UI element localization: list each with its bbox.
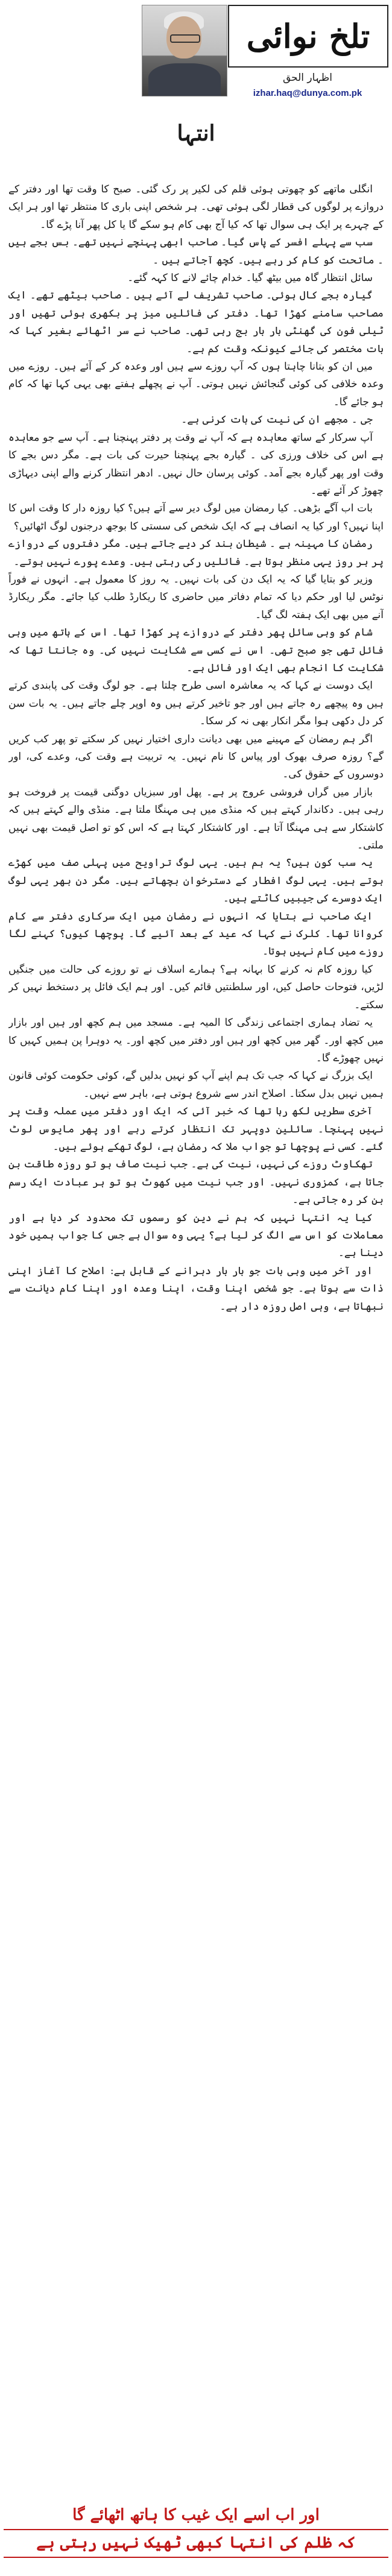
paragraph: سائل انتظار گاہ میں بیٹھ گیا۔ خدام چائے لانے کا کہہ گئے۔ — [127, 272, 373, 285]
paragraph: ایک دوست نے کہا کہ یہ معاشرہ اسی طرح چلتا ہے۔ جو لوگ وقت کی پابندی کرتے ہیں وہ پیچھے رہ جاتے ہیں اور جو تاخیر کرتے ہیں وہ اوپر چلے جاتے ہیں۔ یہ بات سن کر دل دکھی ہوا مگر انکار بھی نہ کر سکا۔ — [8, 680, 384, 728]
paragraph: سب سے پہلے افسر کے پاس گیا۔ صاحب ابھی پہنچے نہیں تھے۔ بس بجے ہیں ۔ ماتحت کو کام کر رہے ہیں۔ کچھ آجاتے ہیں ۔ — [8, 236, 384, 267]
paragraph: ایک صاحب نے بتایا کہ انہوں نے رمضان میں ایک سرکاری دفتر سے کام کروانا تھا۔ کلرک نے کہا کہ عید کے بعد آئیے گا۔ پوچھا کیوں؟ کہنے لگا روزے میں کام نہیں ہوتا۔ — [8, 910, 384, 958]
paragraph: یہ تضاد ہماری اجتماعی زندگی کا المیہ ہے۔ مسجد میں ہم کچھ اور ہیں اور بازار میں کچھ اور۔ گھر میں کچھ اور ہیں اور دفتر میں کچھ اور۔ یہ دوہرا پن ہمیں کہیں کا نہیں چھوڑے گا۔ — [8, 1017, 384, 1064]
paragraph: آخری سطریں لکھ رہا تھا کہ خبر آئی کہ ایک اور دفتر میں عملہ وقت پر نہیں پہنچا۔ سائلین دوپہر تک انتظار کرتے رہے اور پھر مایوس لوٹ گئے۔ کسی نے پوچھا تو جواب ملا کہ رمضان ہے، لوگ تھکے ہوئے ہیں۔ — [8, 1105, 384, 1153]
paragraph: بات اب آگے بڑھی۔ کیا رمضان میں لوگ دیر سے آتے ہیں؟ کیا روزہ دار کا وقت اس کا اپنا نہیں؟ اور کیا یہ انصاف ہے کہ ایک شخص کی سستی کا بوجھ درجنوں لوگ اٹھائیں؟ — [8, 502, 384, 532]
page-title: انتہا — [177, 121, 215, 146]
paragraph: انگلی ماتھے کو چھوتی ہوئی قلم کی لکیر پر رک گئی۔ صبح کا وقت تھا اور دفتر کے دروازے پر لوگوں کی قطار لگی ہوئی تھی۔ ہر شخص اپنی باری کا منتظر تھا اور ہر ایک کے چہرے پر ایک ہی سوال تھا کہ کیا آج بھی کام ہو سکے گا یا کل پھر آنا پڑے گا۔ — [8, 183, 384, 231]
column-header — [0, 0, 392, 181]
paragraph: ایک بزرگ نے کہا کہ جب تک ہم اپنے آپ کو نہیں بدلیں گے، کوئی حکومت کوئی قانون ہمیں نہیں بدل سکتا۔ اصلاح اندر سے شروع ہوتی ہے، باہر سے نہیں۔ — [8, 1070, 384, 1100]
paragraph: یہ سب کون ہیں؟ یہ ہم ہیں۔ یہی لوگ تراویح میں پہلی صف میں کھڑے ہوتے ہیں۔ یہی لوگ افطار کے دسترخوان بچھاتے ہیں۔ مگر دن بھر یہی لوگ ایک دوسرے کی جیبیں کاٹتے ہیں۔ — [8, 857, 384, 905]
paragraph: شام کو وہی سائل پھر دفتر کے دروازے پر کھڑا تھا۔ اس کے ہاتھ میں وہی فائل تھی جو صبح تھی۔ اس نے کسی سے شکایت نہیں کی۔ وہ جانتا تھا کہ شکایت کا انجام بھی ایک اور فائل ہے۔ — [8, 627, 384, 674]
column-logo: تلخ نوائی — [246, 17, 370, 55]
author-name: اظہار الحق — [282, 72, 333, 84]
paragraph: تھکاوٹ روزے کی نہیں، نیت کی ہے۔ جب نیت صاف ہو تو روزہ طاقت بن جاتا ہے، کمزوری نہیں۔ اور جب نیت میں کھوٹ ہو تو ہر عبادت ایک رسم بن کر رہ جاتی ہے۔ — [8, 1158, 384, 1207]
paragraph: کیا روزہ کام نہ کرنے کا بہانہ ہے؟ ہمارے اسلاف نے تو روزے کی حالت میں جنگیں لڑیں، فتوحات حاصل کیں، اور سلطنتیں قائم کیں۔ اور ہم ایک فائل پر دستخط نہیں کر سکتے۔ — [8, 963, 384, 1011]
paragraph: رمضان کا مہینہ ہے ۔ شیطان بند کر دیے جاتے ہیں۔ مگر دفتروں کے دروازے پر ہر روز یہی منظر ہوتا ہے۔ فائلیں رکی رہتی ہیں۔ وعدے پورے نہیں ہوتے۔ — [8, 538, 384, 568]
paragraph: میں ان کو بتانا چاہتا ہوں کہ آپ روزے سے ہیں اور وعدہ کر کے آئے ہیں۔ روزے میں وعدہ خلافی کی کوئی گنجائش نہیں ہوتی۔ آپ نے پچھلے ہفتے بھی یہی کہا تھا کہ کام ہو جائے گا۔ — [8, 361, 384, 408]
highlight-line: اور اب اسے ایک غیب کا ہاتھ اٹھائے گا — [4, 2502, 388, 2530]
highlight-line: کہ ظلم کی انتہا کبھی ٹھیک نہیں رہتی ہے — [4, 2530, 388, 2558]
paragraph: اگر ہم رمضان کے مہینے میں بھی دیانت داری اختیار نہیں کر سکتے تو پھر کب کریں گے؟ روزہ صرف بھوک اور پیاس کا نام نہیں۔ یہ تربیت ہے وقت کی، وعدے کی، اور دوسروں کے حقوق کی۔ — [8, 733, 384, 781]
paragraph: وزیر کو بتایا گیا کہ یہ ایک دن کی بات نہیں۔ یہ روز کا معمول ہے۔ انہوں نے فوراً نوٹس لیا اور حکم دیا کہ تمام دفاتر میں حاضری کا ریکارڈ طلب کیا جائے۔ مگر ریکارڈ آنے میں بھی ایک ہفتہ لگ گیا۔ — [8, 573, 384, 621]
paragraph: کیا یہ انتہا نہیں کہ ہم نے دین کو رسموں تک محدود کر دیا ہے اور معاملات کو اس سے الگ کر لیا ہے؟ یہی وہ سوال ہے جس کا جواب ہمیں خود دینا ہے۔ — [8, 1211, 384, 1260]
article-body — [8, 181, 384, 2496]
author-photo — [142, 5, 227, 96]
author-email: izhar.haq@dunya.com.pk — [253, 88, 362, 98]
paragraph: گیارہ بجے کال ہوئی۔ صاحب تشریف لے آئے ہیں ۔ صاحب بیٹھے تھے۔ ایک مصاحب سامنے کھڑا تھا۔ دفتر کی فائلیں میز پر بکھری ہوئی تھیں اور ٹیلی فون کی گھنٹی بار بار بج رہی تھی۔ صاحب نے سر اٹھائے بغیر کہا کہ بات مختصر کی جائے کیونکہ وقت کم ہے۔ — [8, 289, 384, 355]
paragraph: آپ سرکار کے ساتھ معاہدہ ہے کہ آپ نے وقت پر دفتر پہنچنا ہے۔ آپ سے جو معاہدہ ہے اس کی خلاف ورزی کی ۔ گیارہ بجے پہنچنا حیرت کی بات ہے۔ مگر دس بجے کا وقت اور پھر گیارہ بجے آمد۔ کوئی پرسان حال نہیں۔ ادھر انتظار کرنے والے اپنی دیہاڑی چھوڑ کر آئے تھے۔ — [8, 431, 384, 497]
paragraph: اور آخر میں وہی بات جو بار بار دہرانے کے قابل ہے: اصلاح کا آغاز اپنی ذات سے ہوتا ہے۔ جو شخص اپنا وقت، اپنا وعدہ اور اپنا کام دیانت سے نبھاتا ہے، وہی اصل روزہ دار ہے۔ — [8, 1264, 384, 1313]
column-logo-box — [228, 5, 388, 68]
paragraph: بازار میں گراں فروشی عروج پر ہے۔ پھل اور سبزیاں دوگنی قیمت پر فروخت ہو رہی ہیں۔ دکاندار کہتے ہیں کہ منڈی میں ہی مہنگا ملتا ہے۔ منڈی والے کہتے ہیں کہ کاشتکار سے ہی مہنگا آتا ہے۔ اور کاشتکار کہتا ہے کہ اس کو تو اصل قیمت بھی نہیں ملتی۔ — [8, 786, 384, 852]
highlight-quote — [4, 2502, 388, 2569]
paragraph: جی ۔ مجھے ان کی نیت کی بات کرنی ہے۔ — [181, 414, 373, 426]
